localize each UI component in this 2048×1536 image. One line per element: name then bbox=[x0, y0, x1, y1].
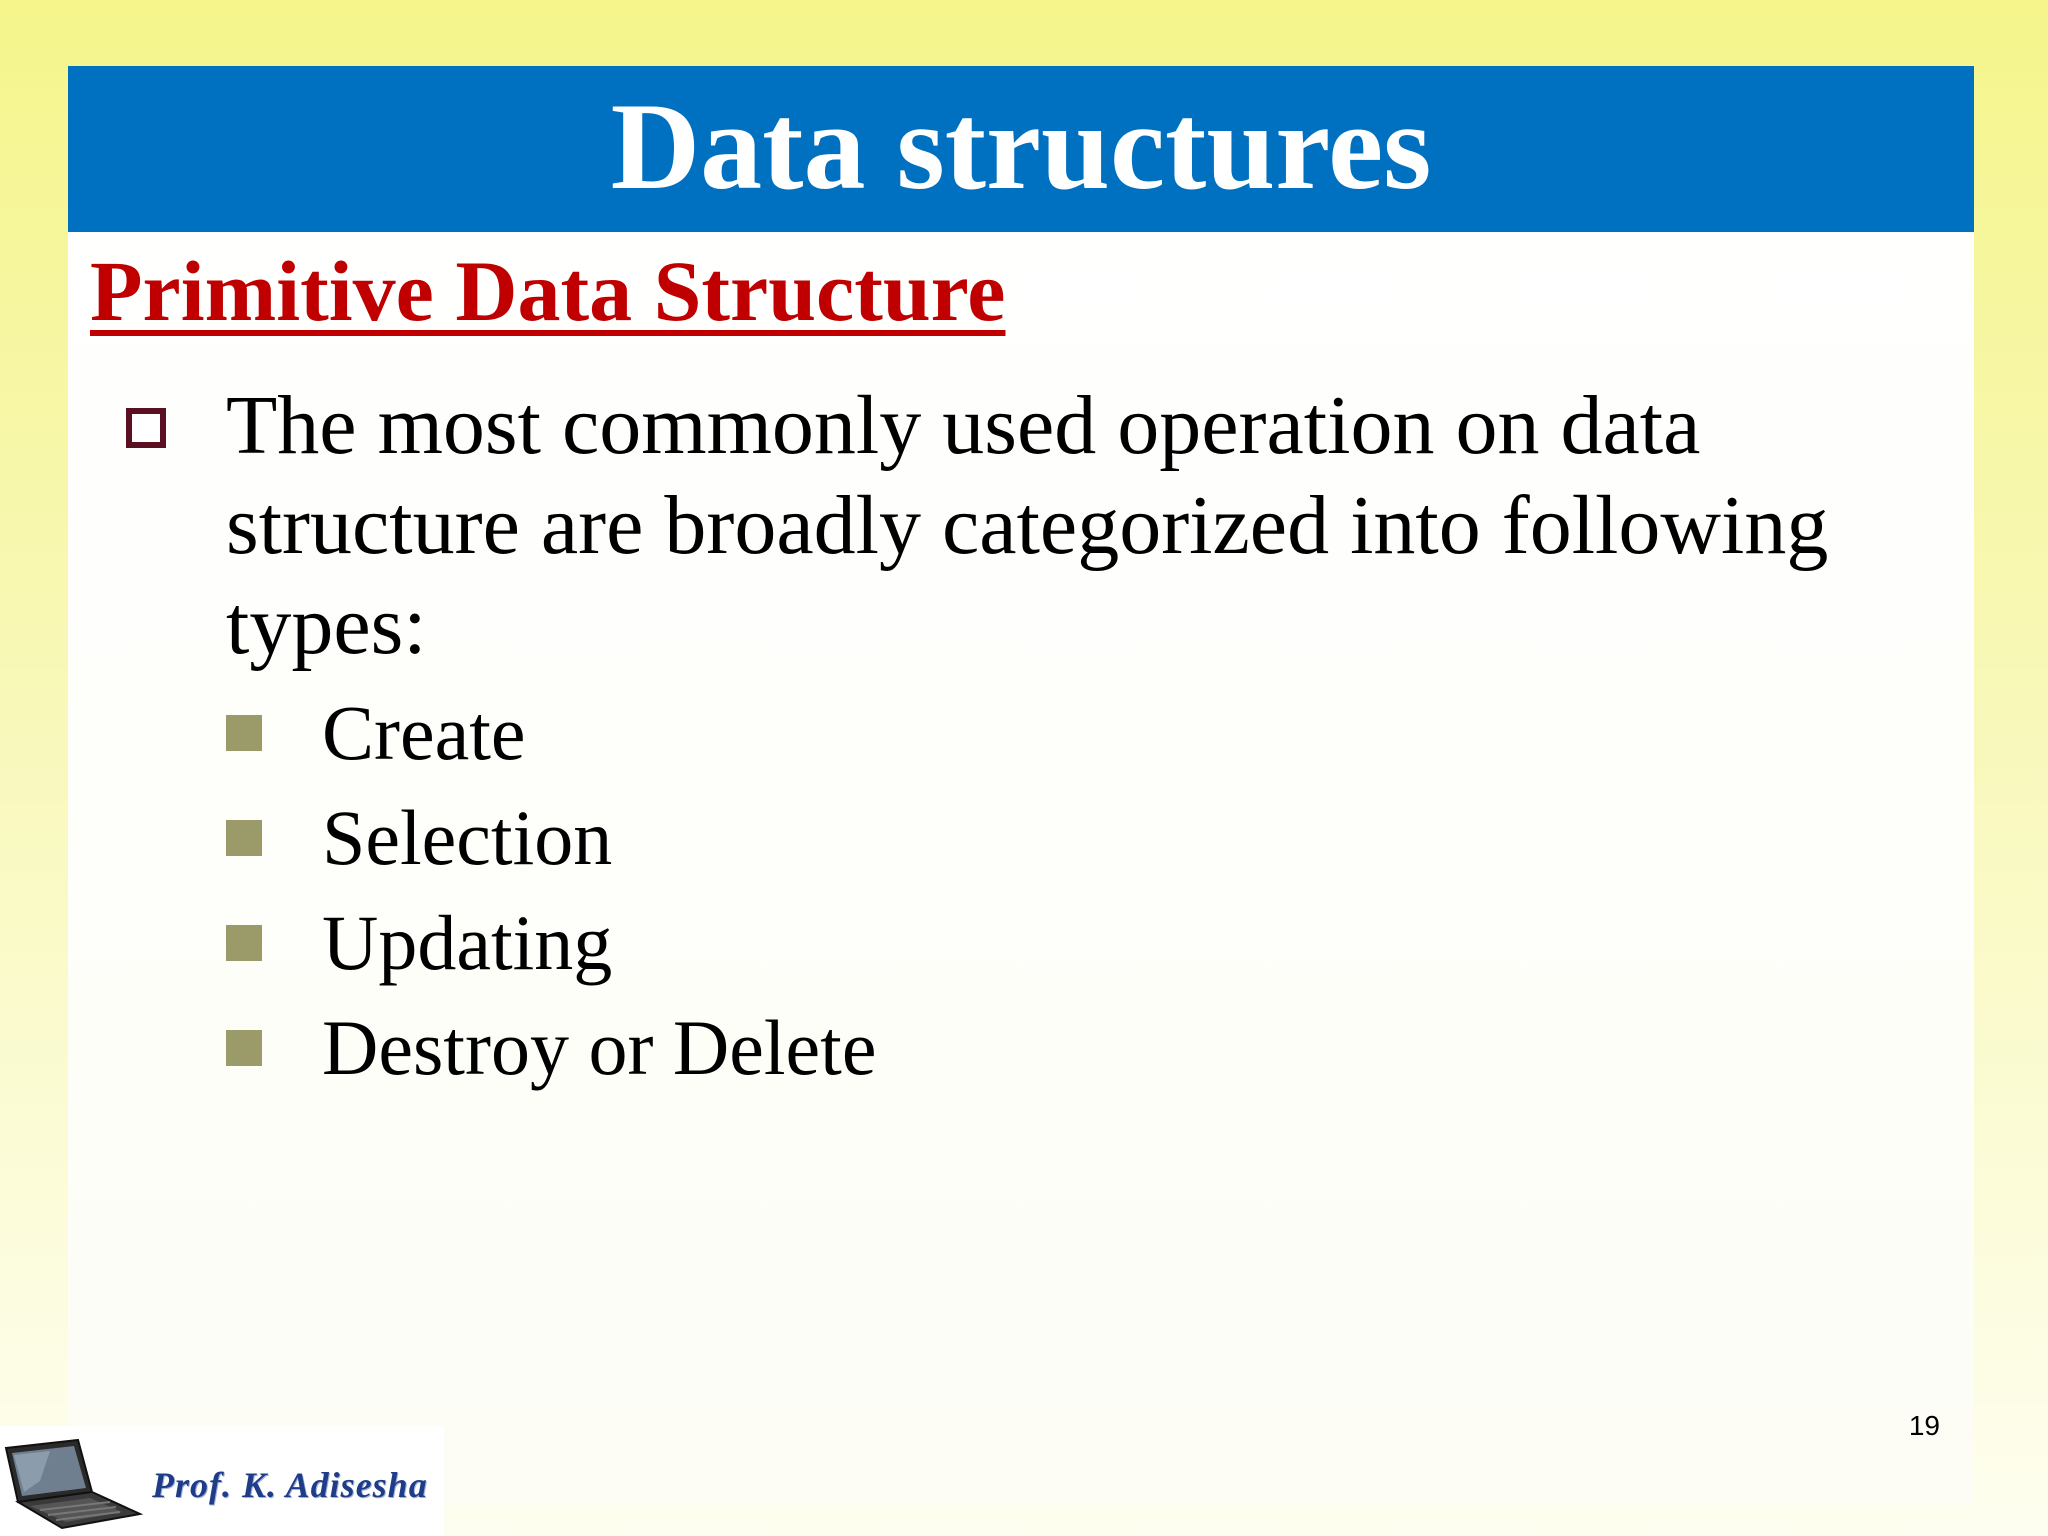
author-name: Prof. K. Adisesha bbox=[152, 1465, 428, 1505]
square-bullet-icon bbox=[226, 925, 262, 961]
square-bullet-icon bbox=[226, 715, 262, 751]
section-heading: Primitive Data Structure bbox=[90, 243, 1006, 339]
list-item bbox=[226, 995, 876, 1100]
slide-title: Data structures bbox=[610, 78, 1432, 215]
square-bullet-icon bbox=[226, 820, 262, 856]
list-item-label: Destroy or Delete bbox=[322, 1003, 877, 1091]
laptop-icon bbox=[0, 1426, 150, 1536]
page-number: 19 bbox=[1908, 1410, 1940, 1441]
operation-types-list bbox=[226, 680, 876, 1100]
footer-logo bbox=[0, 1426, 444, 1536]
square-bullet-icon bbox=[226, 1030, 262, 1066]
title-bar bbox=[68, 66, 1974, 232]
hollow-square-bullet-icon bbox=[126, 408, 166, 448]
list-item-label: Updating bbox=[322, 898, 613, 986]
list-item bbox=[226, 785, 876, 890]
list-item bbox=[226, 680, 876, 785]
main-bullet-text: The most commonly used operation on data structure are broadly categorized into following types: bbox=[226, 379, 1829, 672]
list-item-label: Selection bbox=[322, 793, 613, 881]
list-item-label: Create bbox=[322, 688, 526, 776]
list-item bbox=[226, 890, 876, 995]
